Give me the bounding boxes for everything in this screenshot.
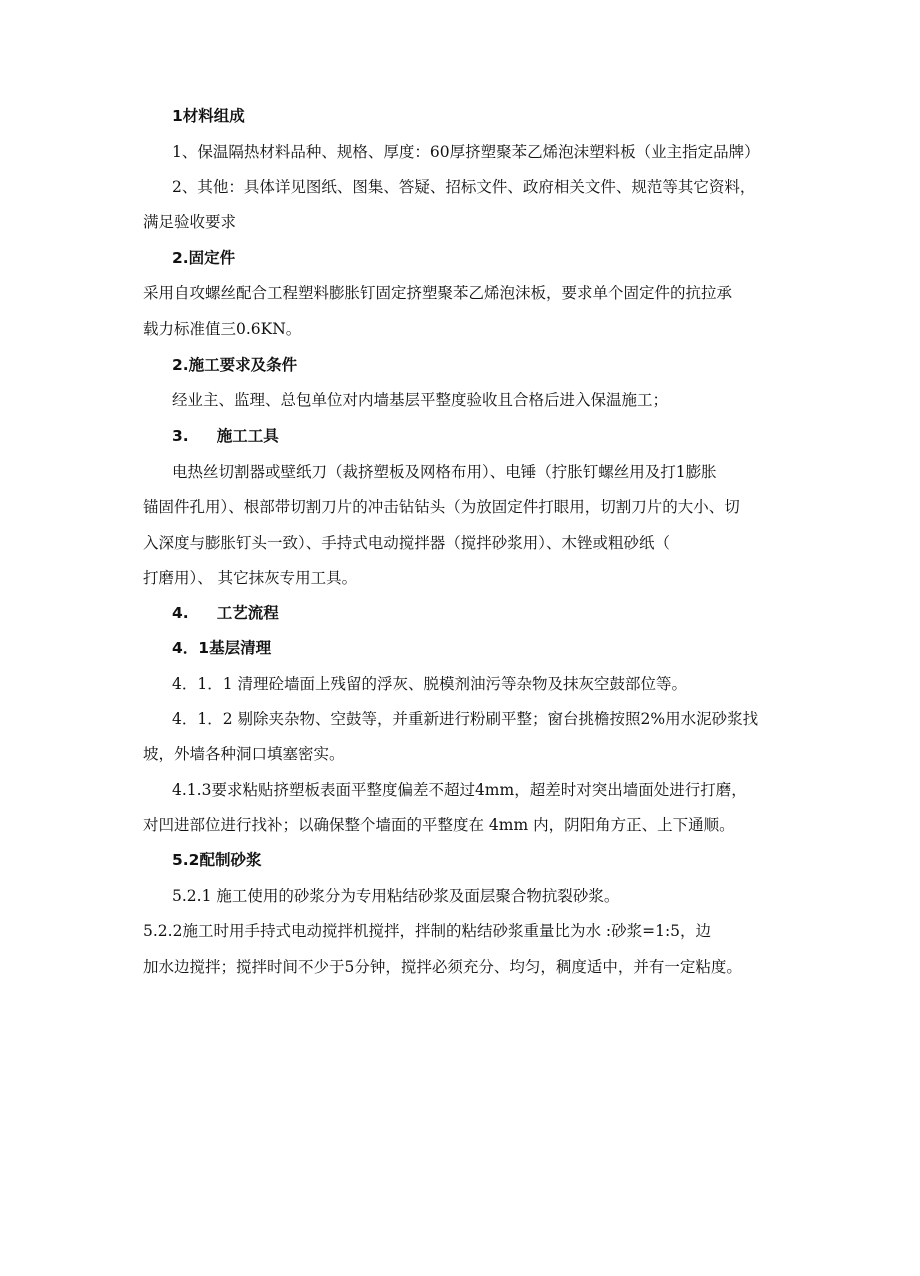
heading-construction-requirements: 2.施工要求及条件 bbox=[172, 356, 298, 374]
heading-number: 4. bbox=[172, 604, 189, 622]
paragraph-line: 入深度与膨胀钉头一致）、手持式电动搅拌器（搅拌砂浆用）、木锉或粗砂纸（ bbox=[143, 534, 671, 552]
heading-fasteners: 2.固定件 bbox=[172, 249, 236, 267]
paragraph-line: 载力标准值三0.6KN。 bbox=[143, 320, 302, 338]
heading-number: 3. bbox=[172, 427, 189, 445]
paragraph-line: 电热丝切割器或壁纸刀（裁挤塑板及网格布用）、电锤（拧胀钉螺丝用及打1膨胀 bbox=[172, 463, 717, 481]
paragraph-line: 锚固件孔用）、根部带切割刀片的冲击钻钻头（为放固定件打眼用，切割刀片的大小、切 bbox=[143, 498, 740, 516]
heading-base-cleaning: 4．1基层清理 bbox=[172, 639, 272, 657]
paragraph-line: 5.2.2施工时用手持式电动搅拌机搅拌，拌制的粘结砂浆重量比为水 :砂浆=1:5，边 bbox=[143, 922, 712, 940]
heading-text: 施工工具 bbox=[216, 427, 279, 445]
heading-tools bbox=[172, 426, 279, 446]
paragraph-line: 5.2.1 施工使用的砂浆分为专用粘结砂浆及面层聚合物抗裂砂浆。 bbox=[172, 887, 620, 905]
heading-process bbox=[172, 603, 279, 623]
paragraph-line: 4.1.3要求粘贴挤塑板表面平整度偏差不超过4mm，超差时对突出墙面处进行打磨， bbox=[172, 781, 747, 799]
paragraph-line: 满足验收要求 bbox=[143, 213, 237, 231]
paragraph-line: 经业主、监理、总包单位对内墙基层平整度验收且合格后进入保温施工； bbox=[172, 391, 669, 409]
heading-materials: 1材料组成 bbox=[172, 107, 245, 125]
heading-text: 工艺流程 bbox=[216, 604, 279, 622]
paragraph-line: 加水边搅拌；搅拌时间不少于5分钟，搅拌必须充分、均匀，稠度适中，并有一定粘度。 bbox=[143, 958, 742, 976]
paragraph-line: 4．1．2 剔除夹杂物、空鼓等，并重新进行粉刷平整；窗台挑檐按照2%用水泥砂浆找 bbox=[172, 710, 759, 728]
paragraph-line: 采用自攻螺丝配合工程塑料膨胀钉固定挤塑聚苯乙烯泡沫板，要求单个固定件的抗拉承 bbox=[143, 284, 733, 302]
paragraph-line: 2、其他：具体详见图纸、图集、答疑、招标文件、政府相关文件、规范等其它资料， bbox=[172, 178, 756, 196]
paragraph-line: 对凹进部位进行找补；以确保整个墙面的平整度在 4mm 内，阴阳角方正、上下通顺。 bbox=[143, 816, 735, 834]
paragraph-line: 打磨用）、 其它抹灰专用工具。 bbox=[143, 569, 358, 587]
paragraph-line: 坡，外墙各种洞口填塞密实。 bbox=[143, 745, 345, 763]
paragraph-line: 1、保温隔热材料品种、规格、厚度：60厚挤塑聚苯乙烯泡沫塑料板（业主指定品牌） bbox=[172, 143, 760, 161]
heading-mortar-prep: 5.2配制砂浆 bbox=[172, 851, 262, 869]
paragraph-line: 4．1．1 清理砼墙面上残留的浮灰、脱模剂油污等杂物及抹灰空鼓部位等。 bbox=[172, 675, 688, 693]
